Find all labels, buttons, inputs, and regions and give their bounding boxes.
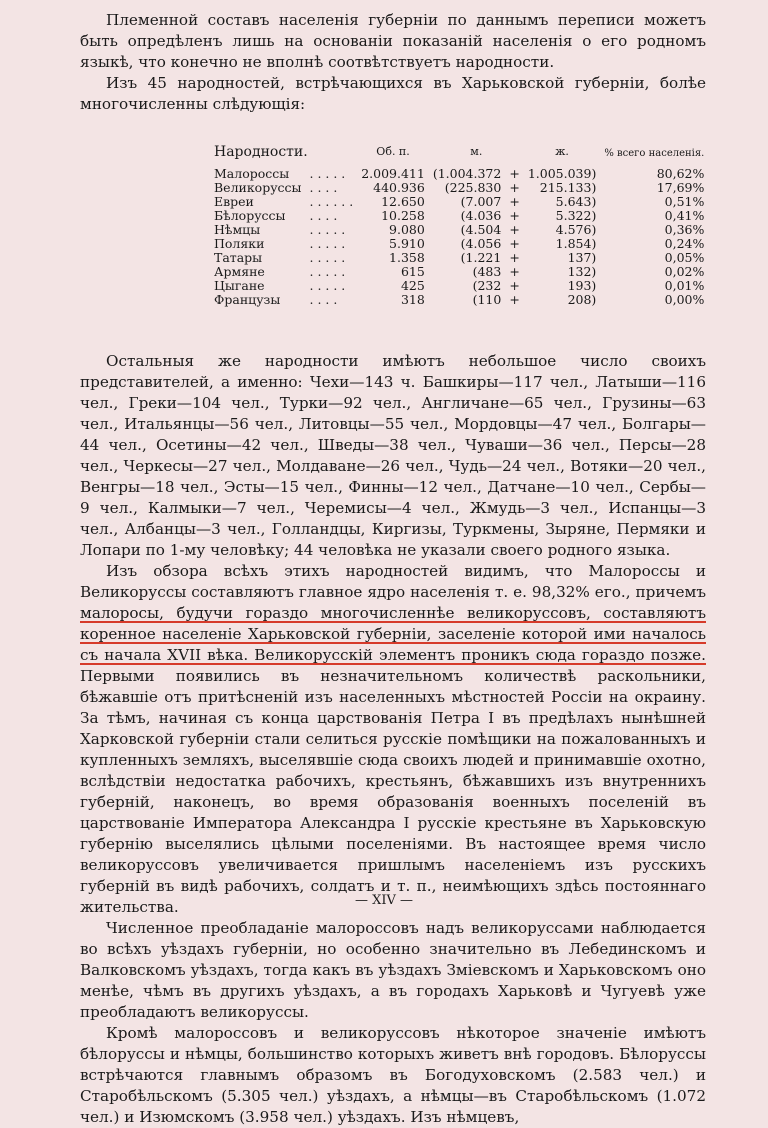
table-row — [210, 167, 708, 181]
nationality-name: Цыгане — [214, 278, 265, 293]
total-count: 615 — [400, 264, 425, 279]
leader-dots: . . . . . — [309, 166, 346, 181]
leader-dots: . . . . . — [309, 236, 346, 251]
leader-dots: . . . . — [309, 292, 338, 307]
percent-of-population: 0,24% — [664, 236, 705, 251]
underlined-passage: малоросы, будучи гораздо многочисленнѣе великоруссовъ, составляютъ коренное населеніе Харьковской губерніи, заселеніе которой ими началось съ начала XVII вѣка. Великорусскій элементъ проникъ сюда гораздо позже. — [80, 604, 706, 664]
table-row — [210, 195, 708, 209]
plus-sign: + — [509, 278, 520, 293]
plus-sign: + — [509, 292, 520, 307]
table-row — [210, 181, 708, 195]
nationality-table — [210, 145, 708, 307]
female-count: 215.133) — [539, 180, 597, 195]
percent-of-population: 0,05% — [664, 250, 705, 265]
nationality-name: Татары — [214, 250, 263, 265]
percent-of-population: 0,02% — [664, 264, 705, 279]
paragraph-overview — [80, 561, 706, 918]
percent-of-population: 0,51% — [664, 194, 705, 209]
percent-of-population: 0,41% — [664, 208, 705, 223]
overview-text-end: Первыми появились въ незначительномъ количествѣ раскольники, бѣжавшіе отъ притѣсненій изъ населенныхъ мѣстностей Россіи на окраину. За тѣмъ, начиная съ конца царствованія Петра I въ предѣлахъ нынѣшней Харковской губерніи стали селиться русскіе помѣщики на пожалованныхъ и купленныхъ земляхъ, выселявшіе сюда своихъ людей и принимавшіе охотно, вслѣдствіи недостатка рабочихъ, крестьянъ, бѣжавшихъ изъ внутреннихъ губерній, наконецъ, во время образованія военныхъ поселеній въ царствованіе Императора Александра I русскіе крестьяне въ Харьковскую губернію выселялись цѣлыми поселеніями. Въ настоящее время число великоруссовъ увеличивается пришлымъ населеніемъ изъ русскихъ губерній въ видѣ рабочихъ, солдатъ и т. п., неимѣющихъ здѣсь постояннаго жительства. — [80, 667, 706, 916]
header-female: ж. — [555, 145, 569, 158]
plus-sign: + — [509, 180, 520, 195]
total-count: 10.258 — [381, 208, 425, 223]
percent-of-population: 0,01% — [664, 278, 705, 293]
total-count: 2.009.411 — [361, 166, 425, 181]
leader-dots: . . . . . . — [309, 194, 354, 209]
paragraph-other-nationalities: Остальныя же народности имѣютъ небольшое число своихъ представителей, а именно: Чехи—143 ч. Башкиры—117 чел., Латыши—116 чел., Греки—104 чел., Турки—92 чел., Англичане—65 чел., Грузины—63 чел., Итальянцы—56 чел., Литовцы—55 чел., Мордовцы—47 чел., Болгары—44 чел., Осетины—42 чел., Шведы—38 чел., Чуваши—36 чел., Персы—28 чел., Черкесы—27 чел., Молдаване—26 чел., Чудь—24 чел., Вотяки—20 чел., Венгры—18 чел., Эсты—15 чел., Финны—12 чел., Датчане—10 чел., Сербы—9 чел., Калмыки—7 чел., Черемисы—4 чел., Жмудь—3 чел., Испанцы—3 чел., Албанцы—3 чел., Голландцы, Киргизы, Туркмены, Зыряне, Пермяки и Лопари по 1-му человѣку; 44 человѣка не указали своего родного языка. — [80, 352, 706, 559]
percent-of-population: 0,36% — [664, 222, 705, 237]
table-row — [210, 251, 708, 265]
percent-of-population: 0,00% — [664, 292, 705, 307]
male-count: (4.504 — [460, 222, 502, 237]
plus-sign: + — [509, 166, 520, 181]
header-nationality: Народности. — [214, 144, 308, 160]
nationality-name: Великоруссы — [214, 180, 302, 195]
male-count: (1.221 — [460, 250, 502, 265]
male-count: (110 — [472, 292, 502, 307]
leader-dots: . . . . . — [309, 222, 346, 237]
table-row — [210, 265, 708, 279]
female-count: 1.005.039) — [527, 166, 597, 181]
table-body — [210, 167, 708, 307]
nationality-name: Поляки — [214, 236, 265, 251]
nationality-table-wrapper — [210, 145, 706, 307]
total-count: 440.936 — [373, 180, 425, 195]
female-count: 132) — [567, 264, 597, 279]
nationality-name: Армяне — [214, 264, 265, 279]
male-count: (4.056 — [460, 236, 502, 251]
table-header-row — [210, 145, 708, 167]
leader-dots: . . . . . — [309, 250, 346, 265]
total-count: 12.650 — [381, 194, 425, 209]
table-row — [210, 223, 708, 237]
total-count: 425 — [400, 278, 425, 293]
leader-dots: . . . . . — [309, 264, 346, 279]
paragraph-belarusians-germans: Кромѣ малороссовъ и великоруссовъ нѣкоторое значеніе имѣютъ бѣлоруссы и нѣмцы, большинство которыхъ живетъ внѣ городовъ. Бѣлоруссы встрѣчаются главнымъ образомъ въ Богодуховскомъ (2.583 чел.) и Старобѣльскомъ (5.305 чел.) уѣздахъ, а нѣмцы—въ Старобѣльскомъ (1.072 чел.) и Изюмскомъ (3.958 чел.) уѣздахъ. Изъ нѣмцевъ, — [80, 1024, 706, 1126]
nationality-name: Нѣмцы — [214, 222, 261, 237]
nationality-name: Малороссы — [214, 166, 290, 181]
percent-of-population: 80,62% — [656, 166, 705, 181]
overview-text-start: Изъ обзора всѣхъ этихъ народностей видимъ, что Малороссы и Великоруссы составляютъ главное ядро населенія т. е. 98,32% его., причемъ — [80, 562, 706, 601]
paragraph-intro: Племенной составъ населенія губерніи по даннымъ переписи можетъ быть опредѣленъ лишь на основаніи показаній населенія о его родномъ языкѣ, что конечно не вполнѣ соотвѣтствуетъ народности. — [80, 11, 706, 71]
female-count: 137) — [567, 250, 597, 265]
female-count: 4.576) — [555, 222, 597, 237]
plus-sign: + — [509, 222, 520, 237]
female-count: 5.643) — [555, 194, 597, 209]
female-count: 5.322) — [555, 208, 597, 223]
table-row — [210, 293, 708, 307]
header-total: Об. п. — [376, 145, 410, 158]
female-count: 193) — [567, 278, 597, 293]
plus-sign: + — [509, 250, 520, 265]
header-male: м. — [470, 145, 483, 158]
leader-dots: . . . . — [309, 208, 338, 223]
nationality-name: Французы — [214, 292, 281, 307]
total-count: 5.910 — [389, 236, 425, 251]
table-row — [210, 209, 708, 223]
page-number: — XIV — — [354, 893, 414, 908]
male-count: (1.004.372 — [432, 166, 502, 181]
male-count: (7.007 — [460, 194, 502, 209]
header-percent: % всего населенія. — [604, 148, 705, 159]
female-count: 1.854) — [555, 236, 597, 251]
paragraph-predominance: Численное преобладаніе малороссовъ надъ великоруссами наблюдается во всѣхъ уѣздахъ губерніи, но особенно значительно въ Лебединскомъ и Валковскомъ уѣздахъ, тогда какъ въ уѣздахъ Зміевскомъ и Харьковскомъ оно менѣе, чѣмъ въ другихъ уѣздахъ, а въ городахъ Харьковѣ и Чугуевѣ уже преобладаютъ великоруссы. — [80, 919, 706, 1021]
leader-dots: . . . . . — [309, 278, 346, 293]
male-count: (225.830 — [444, 180, 502, 195]
leader-dots: . . . . — [309, 180, 338, 195]
table-row — [210, 237, 708, 251]
table-row — [210, 279, 708, 293]
total-count: 1.358 — [389, 250, 425, 265]
paragraph-nationalities-intro: Изъ 45 народностей, встрѣчающихся въ Харьковской губерніи, болѣе многочисленны слѣдующія: — [80, 74, 706, 113]
total-count: 9.080 — [389, 222, 425, 237]
plus-sign: + — [509, 208, 520, 223]
female-count: 208) — [567, 292, 597, 307]
nationality-name: Бѣлоруссы — [214, 208, 286, 223]
plus-sign: + — [509, 236, 520, 251]
plus-sign: + — [509, 194, 520, 209]
total-count: 318 — [400, 292, 425, 307]
nationality-name: Евреи — [214, 194, 254, 209]
plus-sign: + — [509, 264, 520, 279]
percent-of-population: 17,69% — [656, 180, 705, 195]
male-count: (4.036 — [460, 208, 502, 223]
male-count: (483 — [472, 264, 502, 279]
male-count: (232 — [472, 278, 502, 293]
